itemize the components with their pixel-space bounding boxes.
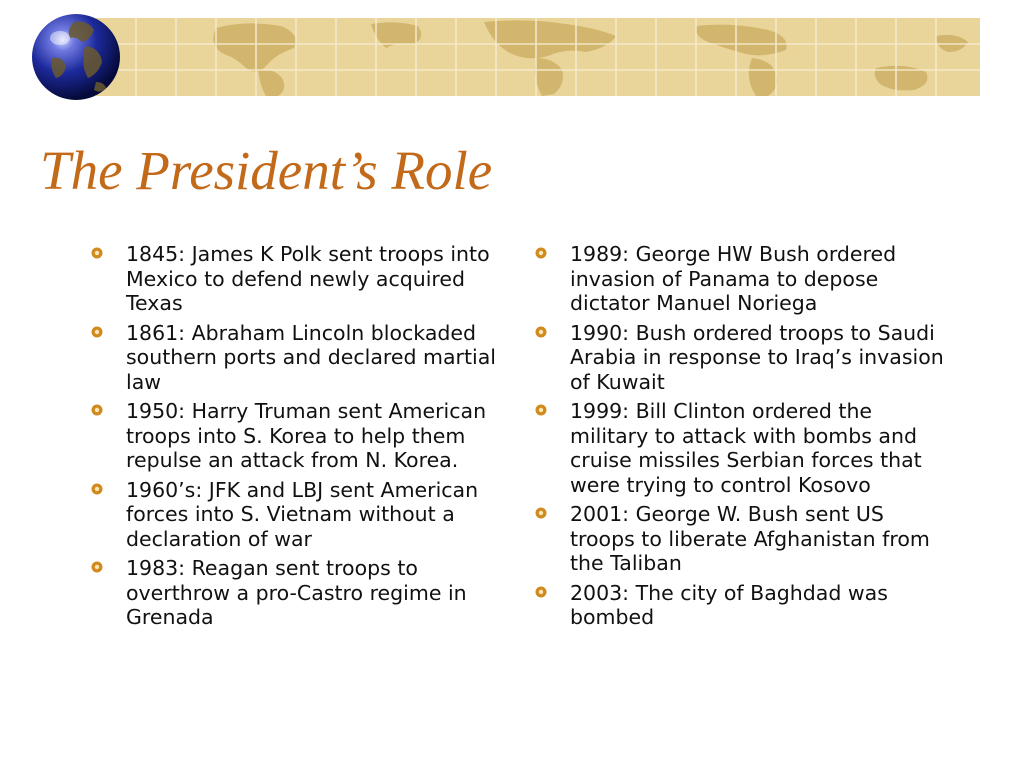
bullet-text: 1861: Abraham Lincoln blockaded southern ports and declared martial law	[126, 320, 496, 394]
bullet-item	[88, 242, 508, 316]
bullet-item	[88, 556, 508, 630]
world-map-banner	[96, 18, 980, 96]
bullet-text: 1950: Harry Truman sent American troops into S. Korea to help them repulse an attack from N. Korea.	[126, 399, 487, 472]
bullet-text: 1999: Bill Clinton ordered the military to attack with bombs and cruise missiles Serbian forces that were trying to control Kosovo	[570, 399, 922, 497]
bullet-disc-icon	[91, 404, 103, 416]
bullet-disc-icon	[91, 326, 103, 338]
bullet-item	[88, 399, 508, 473]
bullet-disc-icon	[535, 586, 547, 598]
bullet-disc-icon	[535, 247, 547, 259]
bullet-list-left	[88, 242, 508, 635]
bullet-list-right	[532, 242, 952, 635]
bullet-text: 1983: Reagan sent troops to overthrow a pro-Castro regime in Grenada	[126, 556, 467, 629]
bullet-item	[532, 502, 952, 576]
bullet-item	[88, 321, 508, 395]
globe-icon	[30, 12, 122, 102]
bullet-text: 1989: George HW Bush ordered invasion of Panama to depose dictator Manuel Noriega	[570, 242, 897, 315]
bullet-disc-icon	[91, 561, 103, 573]
bullet-text: 1990: Bush ordered troops to Saudi Arabia in response to Iraq’s invasion of Kuwait	[570, 320, 944, 394]
bullet-disc-icon	[535, 404, 547, 416]
bullet-item	[532, 242, 952, 316]
bullet-item	[532, 581, 952, 630]
slide-title: The President’s Role	[40, 140, 493, 201]
bullet-disc-icon	[91, 483, 103, 495]
bullet-item	[532, 399, 952, 497]
bullet-text: 2001: George W. Bush sent US troops to liberate Afghanistan from the Taliban	[570, 502, 930, 575]
bullet-text: 1960’s: JFK and LBJ sent American forces into S. Vietnam without a declaration of war	[126, 477, 479, 551]
bullet-disc-icon	[535, 326, 547, 338]
bullet-item	[532, 321, 952, 395]
bullet-item	[88, 478, 508, 552]
bullet-disc-icon	[535, 507, 547, 519]
bullet-text: 1845: James K Polk sent troops into Mexico to defend newly acquired Texas	[126, 242, 490, 315]
bullet-text: 2003: The city of Baghdad was bombed	[570, 580, 888, 629]
bullet-disc-icon	[91, 247, 103, 259]
